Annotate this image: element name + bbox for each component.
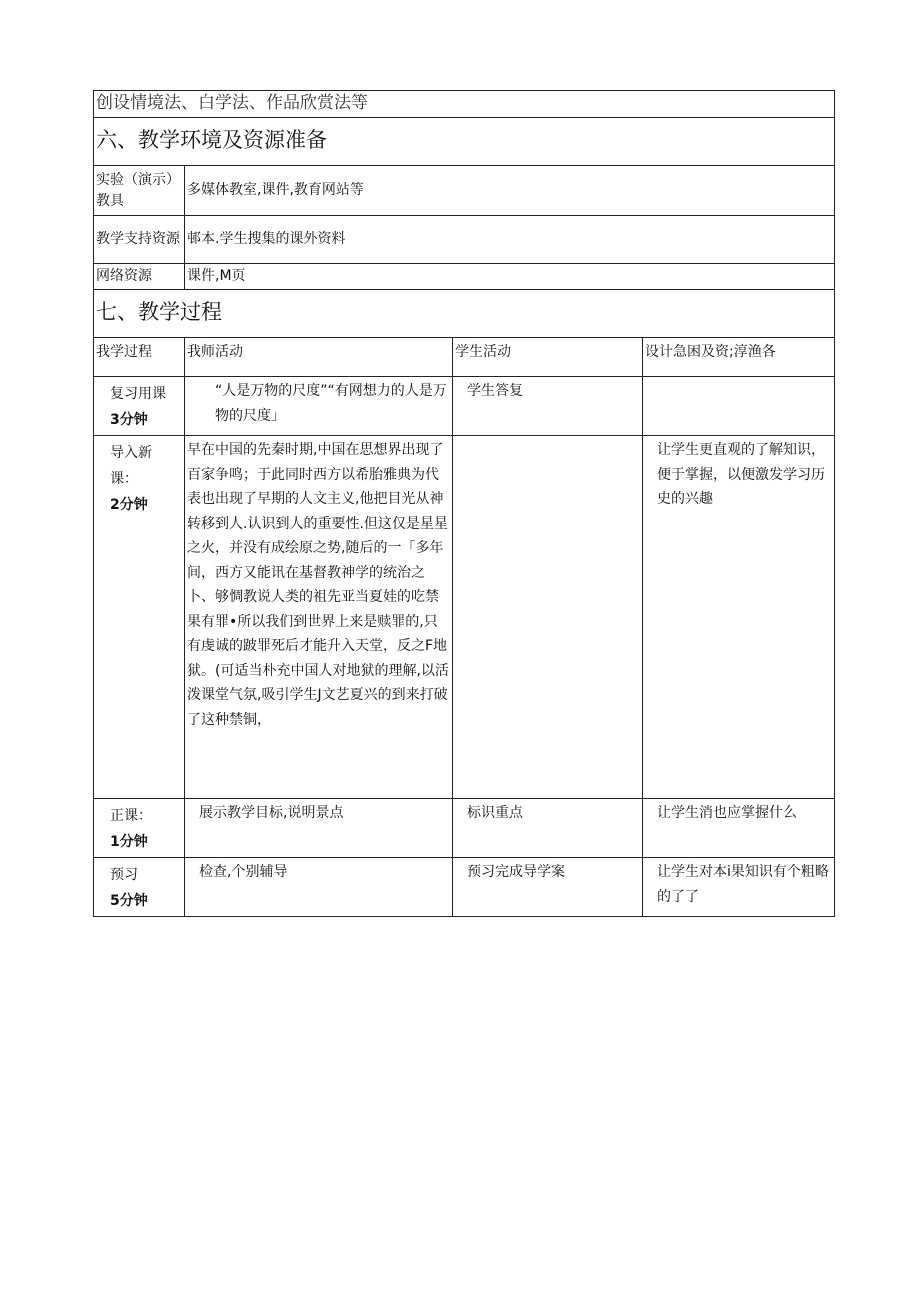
stage-cell xyxy=(94,799,185,858)
resource-row-support xyxy=(94,216,835,264)
teacher-activity: 展示教学目标,说明景点 xyxy=(185,799,453,858)
stage-name: 正课： xyxy=(110,808,152,824)
teaching-methods: 创设情境法、白学法、作品欣赏法等 xyxy=(94,91,835,118)
stage-cell xyxy=(94,436,185,799)
table-row xyxy=(94,799,835,858)
section6-heading-row xyxy=(94,118,835,166)
student-activity: 标识重点 xyxy=(453,799,643,858)
teacher-activity: “人是万物的尺度”“有网想力的人是万物的尺度」 xyxy=(185,377,453,436)
stage-name: 复习用课 xyxy=(110,386,166,402)
stage-time: 3分钟 xyxy=(110,412,148,428)
header-teacher: 我师活动 xyxy=(185,338,453,377)
resource-label: 网络资源 xyxy=(94,264,185,290)
student-activity: 学生答复 xyxy=(453,377,643,436)
resource-label: 教学支持资源 xyxy=(94,216,185,264)
resource-label: 实验（演示）教具 xyxy=(94,166,185,216)
header-stage: 我学过程 xyxy=(94,338,185,377)
stage-time: 2分钟 xyxy=(110,497,148,513)
stage-cell xyxy=(94,858,185,917)
design-note: 让学生更直观的了解知识，便于掌握，以便激发学习历史的兴趣 xyxy=(643,436,835,799)
design-note xyxy=(643,377,835,436)
teacher-activity: 早在中国的先秦时期,中国在思想界出现了百家争鸣；于此同时西方以希胎雅典为代表也出现了早期的人文主义,他把目光从神转移到人.认识到人的重要性.但这仅是星星之火，并没有成绘原之势,随后的一「多年间，西方又能讯在基督教神学的统治之卜、够惆教说人类的祖先亚当夏娃的吃禁果有罪•所以我们到世界上来是赎罪的,只有虔诚的跛罪死后才能升入天堂，反之F地狱。(可适当朴充中国人对地狱的理解,以活泼课堂气氛,吸引学生J文艺夏兴的到来打破了这种禁铜， xyxy=(185,436,453,799)
table-row xyxy=(94,436,835,799)
header-student: 学生活动 xyxy=(453,338,643,377)
stage-time: 1分钟 xyxy=(110,834,148,850)
resource-value: 多媒体教室,课件,教育网站等 xyxy=(185,166,835,216)
resource-row-equipment xyxy=(94,166,835,216)
design-note: 让学生消也应掌握什么 xyxy=(643,799,835,858)
design-note: 让学生对本i果知识有个粗略的了了 xyxy=(643,858,835,917)
section7-heading-row xyxy=(94,290,835,338)
table-row xyxy=(94,858,835,917)
process-table xyxy=(93,337,835,917)
resource-value: 邨本.学生搜集的课外资料 xyxy=(185,216,835,264)
resource-value: 课件,M页 xyxy=(185,264,835,290)
methods-row xyxy=(94,91,835,118)
student-activity xyxy=(453,436,643,799)
stage-name: 预习 xyxy=(110,867,138,883)
lesson-plan-sheet xyxy=(93,90,834,917)
stage-cell xyxy=(94,377,185,436)
section7-title: 七、教学过程 xyxy=(94,290,835,338)
teacher-activity: 检查,个别辅导 xyxy=(185,858,453,917)
stage-time: 5分钟 xyxy=(110,893,148,909)
section6-title: 六、教学环境及资源准备 xyxy=(94,118,835,166)
header-design: 设计急困及资;淳渔各 xyxy=(643,338,835,377)
resource-row-network xyxy=(94,264,835,290)
student-activity: 预习完成导学案 xyxy=(453,858,643,917)
process-header-row xyxy=(94,338,835,377)
stage-name: 导入新课： xyxy=(110,445,152,487)
table-row xyxy=(94,377,835,436)
top-table xyxy=(93,90,835,338)
